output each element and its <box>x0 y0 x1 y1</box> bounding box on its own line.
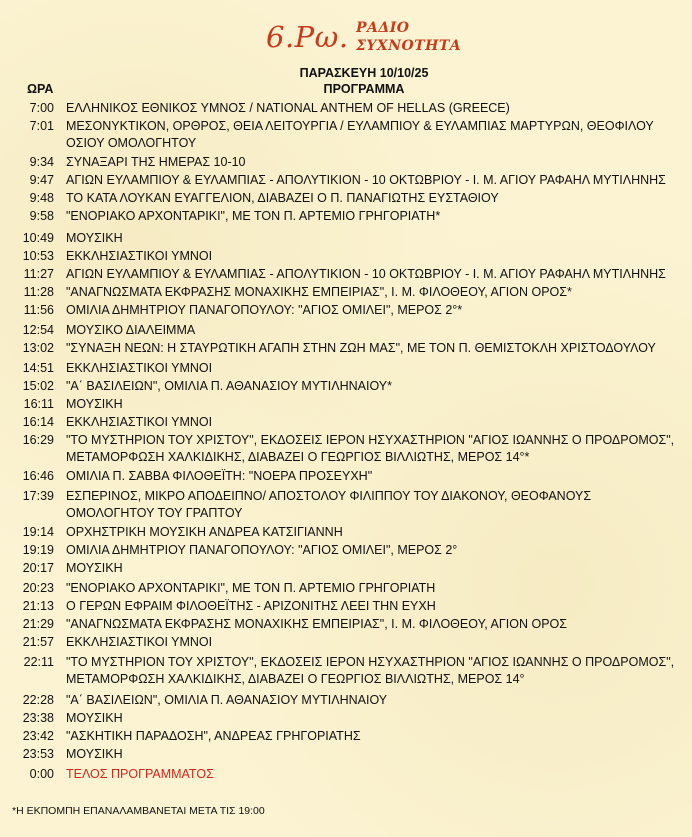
row-program: ΕΚΚΛΗΣΙΑΣΤΙΚΟΙ ΥΜΝΟΙ <box>66 361 213 375</box>
row-time: 23:53 <box>22 747 54 761</box>
row-time: 20:17 <box>22 561 54 575</box>
row-time: 16:29 <box>22 433 54 447</box>
row-program: ΟΜΙΛΙΑ Π. ΣΑΒΒΑ ΦΙΛΟΘΕΪΤΗ: "ΝΟΕΡΑ ΠΡΟΣΕΥΧΗ" <box>66 469 373 483</box>
row-time: 15:02 <box>22 379 54 393</box>
row-time: 10:53 <box>22 249 54 263</box>
row-program: ΑΓΙΩΝ ΕΥΛΑΜΠΙΟΥ & ΕΥΛΑΜΠΙΑΣ - ΑΠΟΛΥΤΙΚΙΟΝ - 10 ΟΚΤΩΒΡΙΟΥ - Ι. Μ. ΑΓΙΟΥ ΡΑΦΑΗΛ ΜΥΤΙΛΗΝΗΣ <box>66 173 666 187</box>
row-program: ΕΚΚΛΗΣΙΑΣΤΙΚΟΙ ΥΜΝΟΙ <box>66 635 213 649</box>
row-time: 11:28 <box>23 285 54 299</box>
row-time: 10:49 <box>22 231 54 245</box>
row-time: 14:51 <box>22 361 54 375</box>
row-program: Ο ΓΕΡΩΝ ΕΦΡΑΙΜ ΦΙΛΟΘΕΪΤΗΣ - ΑΡΙΖΟΝΙΤΗΣ ΛΕΕΙ ΤΗΝ ΕΥΧΗ <box>66 599 436 613</box>
station-logo <box>266 16 486 62</box>
row-program: ΜΟΥΣΙΚΗ <box>66 397 123 411</box>
row-time: 0:00 <box>29 767 54 781</box>
row-program: ΟΜΙΛΙΑ ΔΗΜΗΤΡΙΟΥ ΠΑΝΑΓΟΠΟΥΛΟΥ: "ΑΓΙΟΣ ΟΜΙΛΕΙ", ΜΕΡΟΣ 2°* <box>66 303 463 317</box>
program-column-header: ΠΡΟΓΡΑΜΜΑ <box>323 82 405 96</box>
row-program: ΤΕΛΟΣ ΠΡΟΓΡΑΜΜΑΤΟΣ <box>66 767 214 781</box>
row-time: 11:27 <box>23 267 54 281</box>
row-time: 16:14 <box>22 415 54 429</box>
row-program: ΟΜΙΛΙΑ ΔΗΜΗΤΡΙΟΥ ΠΑΝΑΓΟΠΟΥΛΟΥ: "ΑΓΙΟΣ ΟΜΙΛΕΙ", ΜΕΡΟΣ 2° <box>66 543 458 557</box>
row-time: 21:57 <box>22 635 54 649</box>
row-program: ΜΟΥΣΙΚΗ <box>66 231 123 245</box>
row-time: 9:47 <box>29 173 54 187</box>
row-program: "ΤΟ ΜΥΣΤΗΡΙΟΝ ΤΟΥ ΧΡΙΣΤΟΥ", ΕΚΔΟΣΕΙΣ ΙΕΡΟΝ ΗΣΥΧΑΣΤΗΡΙΟΝ "ΑΓΙΟΣ ΙΩΑΝΝΗΣ Ο ΠΡΟΔΡΟΜΟΣ", ΜΕΤΑΜΟΡΦΩΣΗ ΧΑΛΚΙΔΙΚΗΣ, ΔΙΑΒΑΖΕΙ Ο ΓΕΩΡΓΙΟΣ ΒΙΛΛΙΩΤΗΣ, ΜΕΡΟΣ 14°* <box>66 433 675 464</box>
row-program: ΜΟΥΣΙΚΗ <box>66 711 123 725</box>
footnote: *Η ΕΚΠΟΜΠΗ ΕΠΑΝΑΛΑΜΒΑΝΕΤΑΙ ΜΕΤΑ ΤΙΣ 19:00 <box>12 805 265 817</box>
logo-line-2: ΣΥΧΝΟΤΗΤΑ <box>356 38 462 54</box>
row-program: ΣΥΝΑΞΑΡΙ ΤΗΣ ΗΜΕΡΑΣ 10-10 <box>66 155 246 169</box>
row-program: "Α΄ ΒΑΣΙΛΕΙΩΝ", ΟΜΙΛΙΑ Π. ΑΘΑΝΑΣΙΟΥ ΜΥΤΙΛΗΝΑΙΟΥ <box>66 693 388 707</box>
row-program: ΑΓΙΩΝ ΕΥΛΑΜΠΙΟΥ & ΕΥΛΑΜΠΙΑΣ - ΑΠΟΛΥΤΙΚΙΟΝ - 10 ΟΚΤΩΒΡΙΟΥ - Ι. Μ. ΑΓΙΟΥ ΡΑΦΑΗΛ ΜΥΤΙΛΗΝΗΣ <box>66 267 666 281</box>
row-time: 9:58 <box>29 209 54 223</box>
row-program: ΕΚΚΛΗΣΙΑΣΤΙΚΟΙ ΥΜΝΟΙ <box>66 415 213 429</box>
row-time: 23:42 <box>22 729 54 743</box>
row-time: 21:13 <box>22 599 54 613</box>
schedule-date: ΠΑΡΑΣΚΕΥΗ 10/10/25 <box>299 66 429 80</box>
row-program: "ΣΥΝΑΞΗ ΝΕΩΝ: Η ΣΤΑΥΡΩΤΙΚΗ ΑΓΑΠΗ ΣΤΗΝ ΖΩΗ ΜΑΣ", ΜΕ ΤΟΝ Π. ΘΕΜΙΣΤΟΚΛΗ ΧΡΙΣΤΟΔΟΥΛΟΥ <box>66 341 656 355</box>
row-time: 7:00 <box>29 101 54 115</box>
row-time: 7:01 <box>29 119 54 133</box>
logo-line-1: ΡΑΔΙΟ <box>356 20 410 36</box>
row-time: 17:39 <box>22 489 54 503</box>
row-program: "ΤΟ ΜΥΣΤΗΡΙΟΝ ΤΟΥ ΧΡΙΣΤΟΥ", ΕΚΔΟΣΕΙΣ ΙΕΡΟΝ ΗΣΥΧΑΣΤΗΡΙΟΝ "ΑΓΙΟΣ ΙΩΑΝΝΗΣ Ο ΠΡΟΔΡΟΜΟΣ", ΜΕΤΑΜΟΡΦΩΣΗ ΧΑΛΚΙΔΙΚΗΣ, ΔΙΑΒΑΖΕΙ Ο ΓΕΩΡΓΙΟΣ ΒΙΛΛΙΩΤΗΣ, ΜΕΡΟΣ 14° <box>66 655 675 686</box>
row-time: 16:11 <box>23 397 54 411</box>
row-program: "ΑΣΚΗΤΙΚΗ ΠΑΡΑΔΟΣΗ", ΑΝΔΡΕΑΣ ΓΡΗΓΟΡΙΑΤΗΣ <box>66 729 361 743</box>
row-time: 13:02 <box>22 341 54 355</box>
row-program: ΕΛΛΗΝΙΚΟΣ ΕΘΝΙΚΟΣ ΥΜΝΟΣ / NATIONAL ANTHEM OF HELLAS (GREECE) <box>66 101 510 115</box>
row-time: 12:54 <box>22 323 54 337</box>
row-time: 9:48 <box>29 191 54 205</box>
row-time: 22:28 <box>22 693 54 707</box>
row-program: ΜΟΥΣΙΚΟ ΔΙΑΛΕΙΜΜΑ <box>66 323 196 337</box>
row-program: "ΕΝΟΡΙΑΚΟ ΑΡΧΟΝΤΑΡΙΚΙ", ΜΕ ΤΟΝ Π. ΑΡΤΕΜΙΟ ΓΡΗΓΟΡΙΑΤΗ <box>66 581 436 595</box>
row-time: 9:34 <box>29 155 54 169</box>
row-time: 11:56 <box>23 303 54 317</box>
row-program: "ΑΝΑΓΝΩΣΜΑΤΑ ΕΚΦΡΑΣΗΣ ΜΟΝΑΧΙΚΗΣ ΕΜΠΕΙΡΙΑΣ", Ι. Μ. ΦΙΛΟΘΕΟΥ, ΑΓΙΟΝ ΟΡΟΣ <box>66 617 567 631</box>
row-time: 16:46 <box>22 469 54 483</box>
row-program: ΕΚΚΛΗΣΙΑΣΤΙΚΟΙ ΥΜΝΟΙ <box>66 249 213 263</box>
row-program: "Α΄ ΒΑΣΙΛΕΙΩΝ", ΟΜΙΛΙΑ Π. ΑΘΑΝΑΣΙΟΥ ΜΥΤΙΛΗΝΑΙΟΥ* <box>66 379 393 393</box>
row-time: 23:38 <box>22 711 54 725</box>
logo-mark: 6.Ρω. <box>266 20 349 54</box>
row-time: 20:23 <box>22 581 54 595</box>
row-time: 21:29 <box>22 617 54 631</box>
row-program: ΕΣΠΕΡΙΝΟΣ, ΜΙΚΡΟ ΑΠΟΔΕΙΠΝΟ/ ΑΠΟΣΤΟΛΟΥ ΦΙΛΙΠΠΟΥ ΤΟΥ ΔΙΑΚΟΝΟΥ, ΘΕΟΦΑΝΟΥΣ ΟΜΟΛΟΓΗΤΟΥ ΤΟΥ ΓΡΑΠΤΟΥ <box>66 489 592 520</box>
row-program: "ΕΝΟΡΙΑΚΟ ΑΡΧΟΝΤΑΡΙΚΙ", ΜΕ ΤΟΝ Π. ΑΡΤΕΜΙΟ ΓΡΗΓΟΡΙΑΤΗ* <box>66 209 441 223</box>
row-program: ΜΟΥΣΙΚΗ <box>66 747 123 761</box>
row-program: "ΑΝΑΓΝΩΣΜΑΤΑ ΕΚΦΡΑΣΗΣ ΜΟΝΑΧΙΚΗΣ ΕΜΠΕΙΡΙΑΣ", Ι. Μ. ΦΙΛΟΘΕΟΥ, ΑΓΙΟΝ ΟΡΟΣ* <box>66 285 572 299</box>
row-time: 19:14 <box>22 525 54 539</box>
row-time: 19:19 <box>22 543 54 557</box>
row-program: ΤΟ ΚΑΤΑ ΛΟΥΚΑΝ ΕΥΑΓΓΕΛΙΟΝ, ΔΙΑΒΑΖΕΙ Ο Π. ΠΑΝΑΓΙΩΤΗΣ ΕΥΣΤΑΘΙΟΥ <box>66 191 499 205</box>
row-program: ΜΕΣΟΝΥΚΤΙΚΟΝ, ΟΡΘΡΟΣ, ΘΕΙΑ ΛΕΙΤΟΥΡΓΙΑ / ΕΥΛΑΜΠΙΟΥ & ΕΥΛΑΜΠΙΑΣ ΜΑΡΤΥΡΩΝ, ΘΕΟΦΙΛΟΥ ΟΣΙΟΥ ΟΜΟΛΟΓΗΤΟΥ <box>66 119 654 150</box>
time-column-header: ΩΡΑ <box>27 82 54 96</box>
row-program: ΜΟΥΣΙΚΗ <box>66 561 123 575</box>
row-program: ΟΡΧΗΣΤΡΙΚΗ ΜΟΥΣΙΚΗ ΑΝΔΡΕΑ ΚΑΤΣΙΓΙΑΝΝΗ <box>66 525 343 539</box>
row-time: 22:11 <box>23 655 54 669</box>
